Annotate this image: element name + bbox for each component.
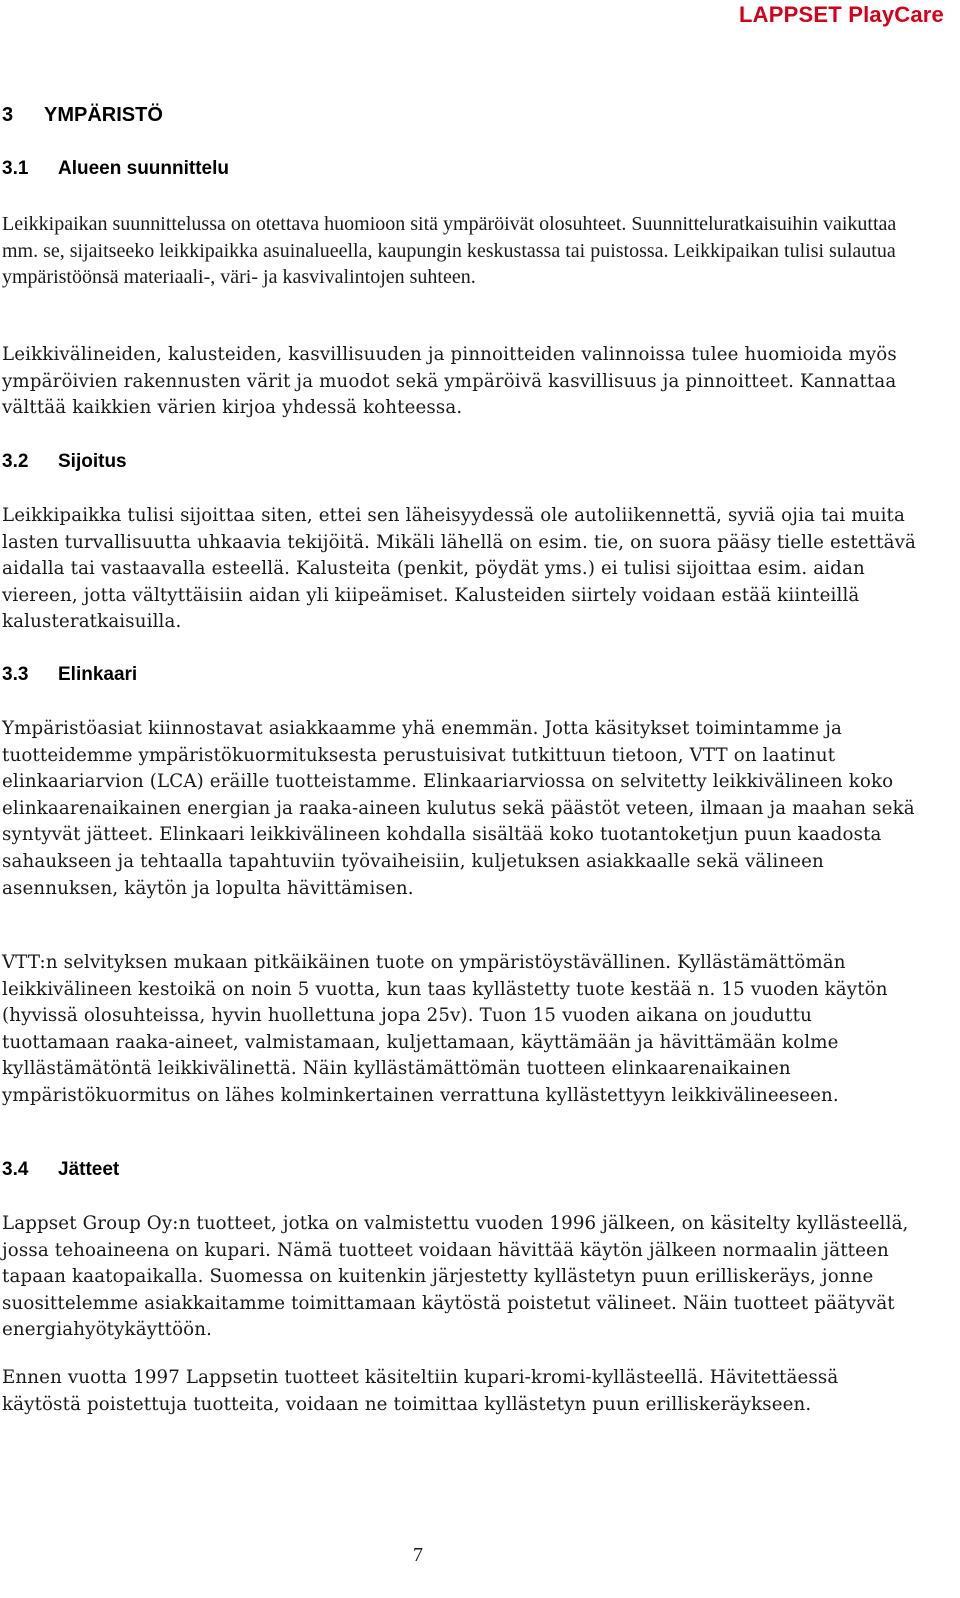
- paragraph: Leikkipaikan suunnittelussa on otettava huomioon sitä ympäröivät olosuhteet. Suunnitteluratkaisuihin vaikuttaa mm. se, sijaitseeko leikkipaikka asuinalueella, kaupungin keskustassa tai puistossa. Leikkipaikan tulisi sulautua ympäristöönsä materiaali-, väri- ja kasvivalintojen suhteen.: [2, 213, 897, 288]
- subsection-title: Alueen suunnittelu: [58, 158, 229, 179]
- subsection-number: 3.4: [2, 1159, 29, 1180]
- page-number: 7: [413, 1544, 423, 1566]
- subsection-title: Jätteet: [58, 1159, 120, 1180]
- subsection-number: 3.1: [2, 158, 29, 179]
- brand-product: PlayCare: [848, 2, 944, 27]
- paragraph: VTT:n selvityksen mukaan pitkäikäinen tuote on ympäristöystävällinen. Kyllästämättömän leikkivälineen kestoikä on noin 5 vuotta, kun taas kyllästetty tuote kestää n. 15 vuoden käytön (hyvissä olosuhteissa, hyvin huollettuna jopa 25v). Tuon 15 vuoden aikana on jouduttu tuottamaan raaka-aineet, valmistamaan, kuljettamaan, käyttämään ja hävittämään kolme kyllästämätöntä leikkivälinettä. Näin kyllästämättömän tuotteen elinkaarenaikainen ympäristökuormitus on lähes kolminkertainen verrattuna kyllästettyyn leikkivälineeseen.: [2, 952, 888, 1106]
- section-heading: [2, 104, 163, 127]
- subsection-number: 3.3: [2, 664, 29, 685]
- subsection-heading-3-3: [2, 664, 137, 686]
- brand-logo: [739, 2, 944, 28]
- paragraph: Leikkipaikka tulisi sijoittaa siten, ettei sen läheisyydessä ole autoliikennettä, syviä ojia tai muita lasten turvallisuutta uhkaavia tekijöitä. Mikäli lähellä on esim. tie, on suora pääsy tielle estettävä aidalla tai vastaavalla esteellä. Kalusteita (penkit, pöydät yms.) ei tulisi sijoittaa esim. aidan viereen, jotta vältyttäisiin aidan yli kiipeämiset. Kalusteiden siirtely voidaan estää kiinteillä kalusteratkaisuilla.: [2, 505, 917, 633]
- section-number: 3: [2, 104, 14, 126]
- paragraph: Ennen vuotta 1997 Lappsetin tuotteet käsiteltiin kupari-kromi-kyllästeellä. Hävitettäessä käytöstä poistettuja tuotteita, voidaan ne toimittaa kyllästetyn puun erilliskeräykseen.: [2, 1367, 839, 1415]
- paragraph: Lappset Group Oy:n tuotteet, jotka on valmistettu vuoden 1996 jälkeen, on käsitelty kyllästeellä, jossa tehoaineena on kupari. Nämä tuotteet voidaan hävittää käytön jälkeen normaalin jätteen tapaan kaatopaikalla. Suomessa on kuitenkin järjestetty kyllästetyn puun erilliskeräys, jonne suosittelemme asiakkaitamme toimittamaan käytöstä poistetut välineet. Näin tuotteet päätyvät energiahyötykäyttöön.: [2, 1213, 909, 1341]
- subsection-heading-3-1: [2, 158, 229, 180]
- subsection-title: Elinkaari: [58, 664, 138, 685]
- paragraph: Leikkivälineiden, kalusteiden, kasvillisuuden ja pinnoitteiden valinnoissa tulee huomioida myös ympäröivien rakennusten värit ja muodot sekä ympäröivä kasvillisuus ja pinnoitteet. Kannattaa välttää kaikkien värien kirjoa yhdessä kohteessa.: [2, 344, 897, 419]
- paragraph: Ympäristöasiat kiinnostavat asiakkaamme yhä enemmän. Jotta käsitykset toimintamme ja tuotteidemme ympäristökuormituksesta perustuisivat tutkittuun tietoon, VTT on laatinut elinkaariarvion (LCA) eräille tuotteistamme. Elinkaariarviossa on selvitetty leikkivälineen koko elinkaarenaikainen energian ja raaka-aineen kulutus sekä päästöt veteen, ilmaan ja maahan sekä syntyvät jätteet. Elinkaari leikkivälineen kohdalla sisältää koko tuotantoketjun puun kaadosta sahaukseen ja tehtaalla tapahtuviin työvaiheisiin, kuljetuksen asiakkaalle sekä välineen asennuksen, käytön ja lopulta hävittämisen.: [2, 718, 915, 899]
- subsection-heading-3-4: [2, 1159, 119, 1181]
- subsection-title: Sijoitus: [58, 451, 127, 472]
- subsection-heading-3-2: [2, 451, 127, 473]
- section-title: YMPÄRISTÖ: [44, 104, 163, 126]
- brand-name: LAPPSET: [739, 2, 842, 27]
- subsection-number: 3.2: [2, 451, 29, 472]
